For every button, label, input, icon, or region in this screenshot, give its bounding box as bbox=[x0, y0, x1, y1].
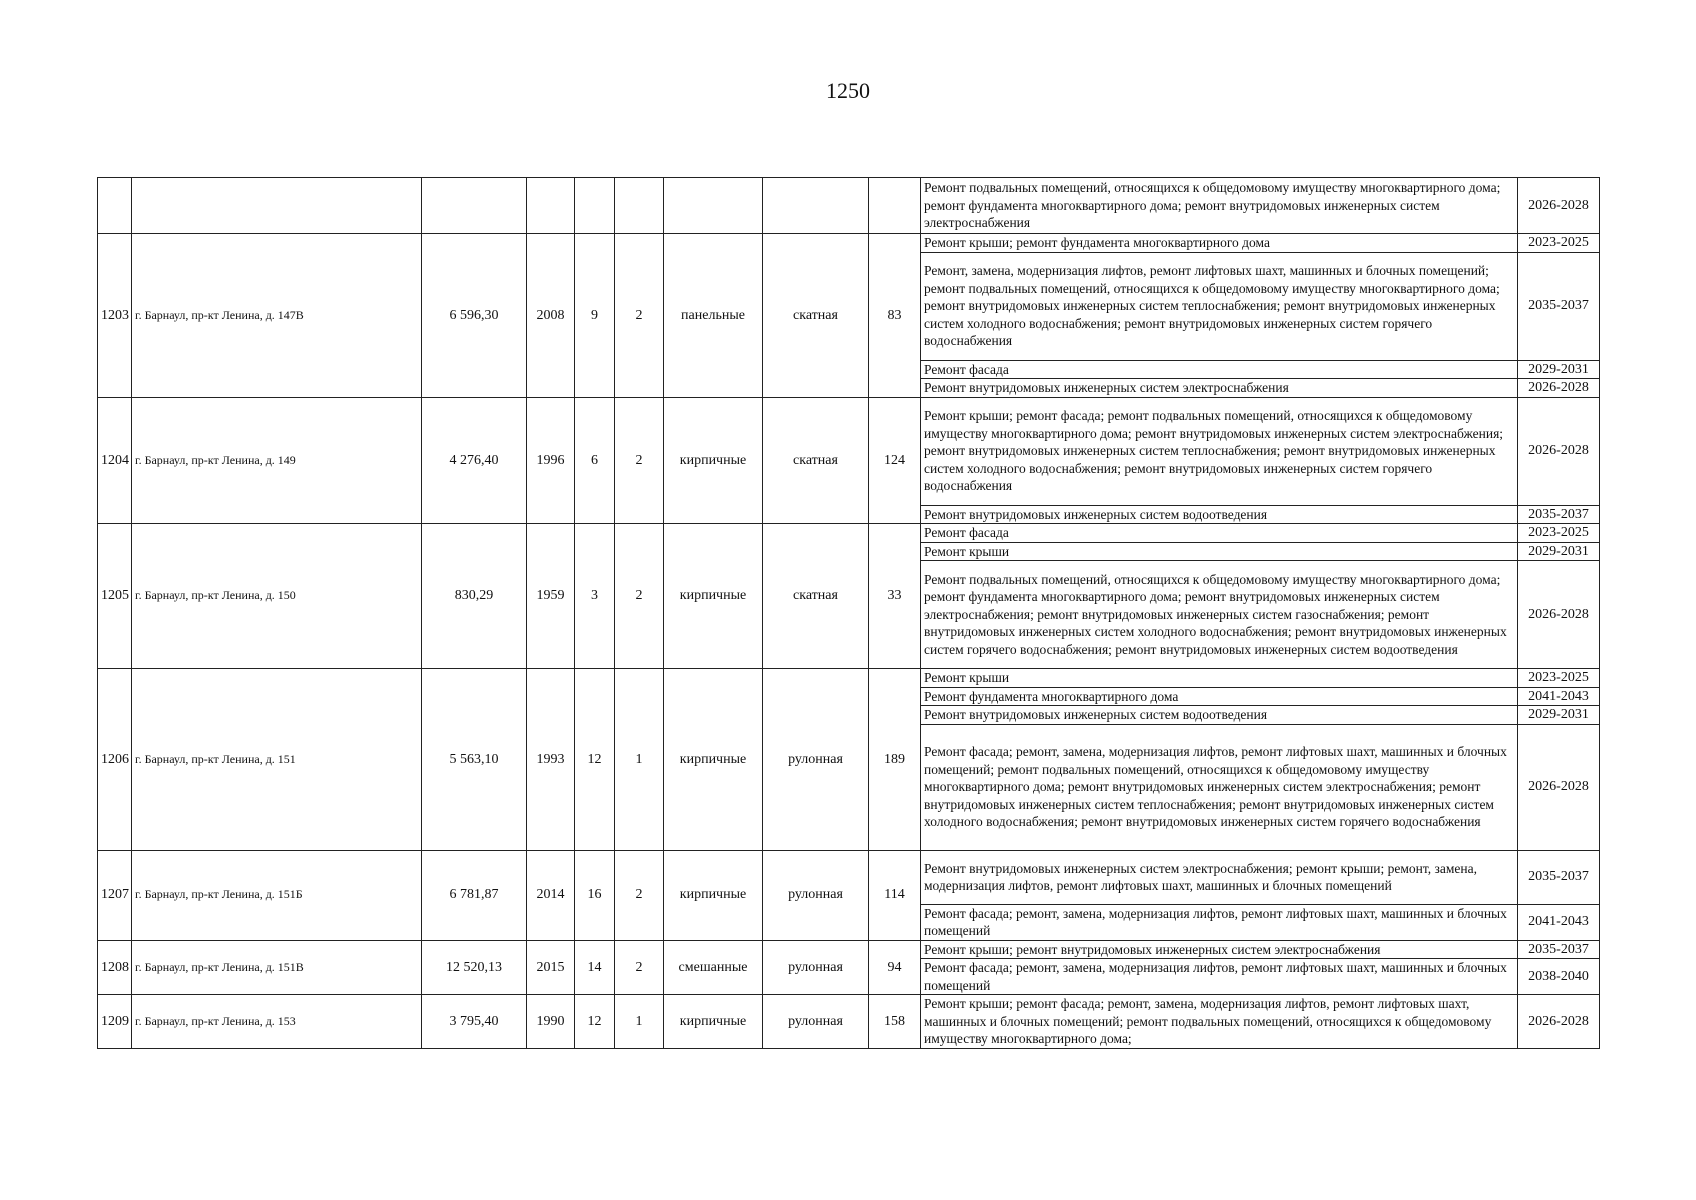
repair-period: 2026-2028 bbox=[1518, 379, 1600, 398]
house-area: 830,29 bbox=[422, 524, 527, 669]
house-address bbox=[132, 178, 422, 234]
repair-period: 2023-2025 bbox=[1518, 669, 1600, 688]
commission-year: 1959 bbox=[527, 524, 575, 669]
repair-period: 2023-2025 bbox=[1518, 524, 1600, 543]
entrance-count: 2 bbox=[615, 850, 664, 940]
repair-work-description: Ремонт подвальных помещений, относящихся к общедомовому имуществу многоквартирного дома; ремонт фундамента многоквартирного дома; ремонт внутридомовых инженерных систем электроснабжения; ремонт внутридомовых инженерных систем газоснабжения; ремонт внутридомовых инженерных систем холодного водоснабжения; ремонт внутридомовых инженерных систем горячего водоснабжения; ремонт внутридомовых инженерных систем водоотведения bbox=[921, 561, 1518, 669]
repair-work-description: Ремонт фасада; ремонт, замена, модернизация лифтов, ремонт лифтовых шахт, машинных и блочных помещений bbox=[921, 959, 1518, 995]
house-address: г. Барнаул, пр-кт Ленина, д. 151 bbox=[132, 669, 422, 851]
floor-count: 14 bbox=[575, 940, 615, 995]
repair-work-description: Ремонт внутридомовых инженерных систем водоотведения bbox=[921, 505, 1518, 524]
roof-type: рулонная bbox=[763, 669, 869, 851]
house-area: 12 520,13 bbox=[422, 940, 527, 995]
house-number: 1204 bbox=[98, 397, 132, 524]
repair-period: 2029-2031 bbox=[1518, 706, 1600, 725]
repair-work-description: Ремонт фасада bbox=[921, 524, 1518, 543]
wall-material: смешанные bbox=[664, 940, 763, 995]
apartment-count: 83 bbox=[869, 234, 921, 398]
house-address: г. Барнаул, пр-кт Ленина, д. 151Б bbox=[132, 850, 422, 940]
house-area: 5 563,10 bbox=[422, 669, 527, 851]
table-row bbox=[98, 234, 1600, 253]
apartment-count: 124 bbox=[869, 397, 921, 524]
apartment-count: 33 bbox=[869, 524, 921, 669]
repair-period: 2026-2028 bbox=[1518, 178, 1600, 234]
repair-work-description: Ремонт фасада; ремонт, замена, модернизация лифтов, ремонт лифтовых шахт, машинных и блочных помещений bbox=[921, 904, 1518, 940]
repair-work-description: Ремонт крыши; ремонт фундамента многоквартирного дома bbox=[921, 234, 1518, 253]
repair-work-description: Ремонт крыши; ремонт внутридомовых инженерных систем электроснабжения bbox=[921, 940, 1518, 959]
house-address: г. Барнаул, пр-кт Ленина, д. 151В bbox=[132, 940, 422, 995]
repair-schedule-table bbox=[97, 177, 1600, 1049]
commission-year bbox=[527, 178, 575, 234]
roof-type: скатная bbox=[763, 234, 869, 398]
house-number: 1205 bbox=[98, 524, 132, 669]
repair-period: 2035-2037 bbox=[1518, 850, 1600, 904]
table-row bbox=[98, 397, 1600, 505]
house-number: 1203 bbox=[98, 234, 132, 398]
table-row bbox=[98, 995, 1600, 1049]
repair-work-description: Ремонт фасада bbox=[921, 360, 1518, 379]
house-number: 1207 bbox=[98, 850, 132, 940]
wall-material: кирпичные bbox=[664, 397, 763, 524]
commission-year: 2008 bbox=[527, 234, 575, 398]
wall-material: кирпичные bbox=[664, 524, 763, 669]
entrance-count bbox=[615, 178, 664, 234]
table-row bbox=[98, 178, 1600, 234]
wall-material bbox=[664, 178, 763, 234]
commission-year: 1993 bbox=[527, 669, 575, 851]
house-number: 1206 bbox=[98, 669, 132, 851]
house-address: г. Барнаул, пр-кт Ленина, д. 147В bbox=[132, 234, 422, 398]
floor-count: 9 bbox=[575, 234, 615, 398]
entrance-count: 2 bbox=[615, 234, 664, 398]
table-row bbox=[98, 524, 1600, 543]
apartment-count: 158 bbox=[869, 995, 921, 1049]
commission-year: 2014 bbox=[527, 850, 575, 940]
roof-type: скатная bbox=[763, 397, 869, 524]
house-address: г. Барнаул, пр-кт Ленина, д. 150 bbox=[132, 524, 422, 669]
repair-period: 2041-2043 bbox=[1518, 687, 1600, 706]
repair-work-description: Ремонт фасада; ремонт, замена, модернизация лифтов, ремонт лифтовых шахт, машинных и блочных помещений; ремонт подвальных помещений, относящихся к общедомовому имуществу многоквартирного дома; ремонт внутридомовых инженерных систем электроснабжения; ремонт внутридомовых инженерных систем теплоснабжения; ремонт внутридомовых инженерных систем холодного водоснабжения; ремонт внутридомовых инженерных систем горячего водоснабжения bbox=[921, 724, 1518, 850]
house-area: 4 276,40 bbox=[422, 397, 527, 524]
repair-period: 2035-2037 bbox=[1518, 505, 1600, 524]
repair-work-description: Ремонт фундамента многоквартирного дома bbox=[921, 687, 1518, 706]
repair-work-description: Ремонт крыши bbox=[921, 542, 1518, 561]
repair-period: 2038-2040 bbox=[1518, 959, 1600, 995]
entrance-count: 2 bbox=[615, 524, 664, 669]
wall-material: кирпичные bbox=[664, 669, 763, 851]
table-row bbox=[98, 669, 1600, 688]
entrance-count: 2 bbox=[615, 940, 664, 995]
repair-work-description: Ремонт, замена, модернизация лифтов, ремонт лифтовых шахт, машинных и блочных помещений; ремонт подвальных помещений, относящихся к общедомовому имуществу многоквартирного дома; ремонт внутридомовых инженерных систем теплоснабжения; ремонт внутридомовых инженерных систем холодного водоснабжения; ремонт внутридомовых инженерных систем горячего водоснабжения bbox=[921, 252, 1518, 360]
roof-type: рулонная bbox=[763, 940, 869, 995]
repair-period: 2026-2028 bbox=[1518, 397, 1600, 505]
table-row bbox=[98, 940, 1600, 959]
floor-count bbox=[575, 178, 615, 234]
roof-type: рулонная bbox=[763, 995, 869, 1049]
roof-type bbox=[763, 178, 869, 234]
repair-period: 2041-2043 bbox=[1518, 904, 1600, 940]
house-number: 1208 bbox=[98, 940, 132, 995]
table-row bbox=[98, 850, 1600, 904]
floor-count: 6 bbox=[575, 397, 615, 524]
page-number: 1250 bbox=[826, 78, 870, 103]
repair-period: 2029-2031 bbox=[1518, 360, 1600, 379]
roof-type: рулонная bbox=[763, 850, 869, 940]
apartment-count: 189 bbox=[869, 669, 921, 851]
floor-count: 12 bbox=[575, 669, 615, 851]
table-body bbox=[98, 178, 1600, 1049]
house-address: г. Барнаул, пр-кт Ленина, д. 153 bbox=[132, 995, 422, 1049]
wall-material: панельные bbox=[664, 234, 763, 398]
apartment-count bbox=[869, 178, 921, 234]
house-area: 6 596,30 bbox=[422, 234, 527, 398]
wall-material: кирпичные bbox=[664, 850, 763, 940]
wall-material: кирпичные bbox=[664, 995, 763, 1049]
repair-work-description: Ремонт подвальных помещений, относящихся к общедомовому имуществу многоквартирного дома; ремонт фундамента многоквартирного дома; ремонт внутридомовых инженерных систем электроснабжения bbox=[921, 178, 1518, 234]
entrance-count: 1 bbox=[615, 669, 664, 851]
entrance-count: 2 bbox=[615, 397, 664, 524]
roof-type: скатная bbox=[763, 524, 869, 669]
entrance-count: 1 bbox=[615, 995, 664, 1049]
repair-work-description: Ремонт внутридомовых инженерных систем электроснабжения bbox=[921, 379, 1518, 398]
apartment-count: 94 bbox=[869, 940, 921, 995]
floor-count: 16 bbox=[575, 850, 615, 940]
repair-period: 2026-2028 bbox=[1518, 995, 1600, 1049]
commission-year: 2015 bbox=[527, 940, 575, 995]
repair-work-description: Ремонт крыши bbox=[921, 669, 1518, 688]
floor-count: 12 bbox=[575, 995, 615, 1049]
floor-count: 3 bbox=[575, 524, 615, 669]
repair-period: 2035-2037 bbox=[1518, 252, 1600, 360]
apartment-count: 114 bbox=[869, 850, 921, 940]
house-area: 6 781,87 bbox=[422, 850, 527, 940]
house-number bbox=[98, 178, 132, 234]
repair-work-description: Ремонт крыши; ремонт фасада; ремонт, замена, модернизация лифтов, ремонт лифтовых шахт, машинных и блочных помещений; ремонт подвальных помещений, относящихся к общедомовому имуществу многоквартирного дома; bbox=[921, 995, 1518, 1049]
repair-period: 2035-2037 bbox=[1518, 940, 1600, 959]
repair-period: 2029-2031 bbox=[1518, 542, 1600, 561]
commission-year: 1990 bbox=[527, 995, 575, 1049]
house-area: 3 795,40 bbox=[422, 995, 527, 1049]
repair-period: 2026-2028 bbox=[1518, 561, 1600, 669]
repair-work-description: Ремонт крыши; ремонт фасада; ремонт подвальных помещений, относящихся к общедомовому имуществу многоквартирного дома; ремонт внутридомовых инженерных систем электроснабжения; ремонт внутридомовых инженерных систем теплоснабжения; ремонт внутридомовых инженерных систем холодного водоснабжения; ремонт внутридомовых инженерных систем горячего водоснабжения bbox=[921, 397, 1518, 505]
commission-year: 1996 bbox=[527, 397, 575, 524]
house-number: 1209 bbox=[98, 995, 132, 1049]
repair-work-description: Ремонт внутридомовых инженерных систем электроснабжения; ремонт крыши; ремонт, замена, модернизация лифтов, ремонт лифтовых шахт, машинных и блочных помещений bbox=[921, 850, 1518, 904]
house-address: г. Барнаул, пр-кт Ленина, д. 149 bbox=[132, 397, 422, 524]
house-area bbox=[422, 178, 527, 234]
repair-work-description: Ремонт внутридомовых инженерных систем водоотведения bbox=[921, 706, 1518, 725]
repair-period: 2023-2025 bbox=[1518, 234, 1600, 253]
repair-period: 2026-2028 bbox=[1518, 724, 1600, 850]
